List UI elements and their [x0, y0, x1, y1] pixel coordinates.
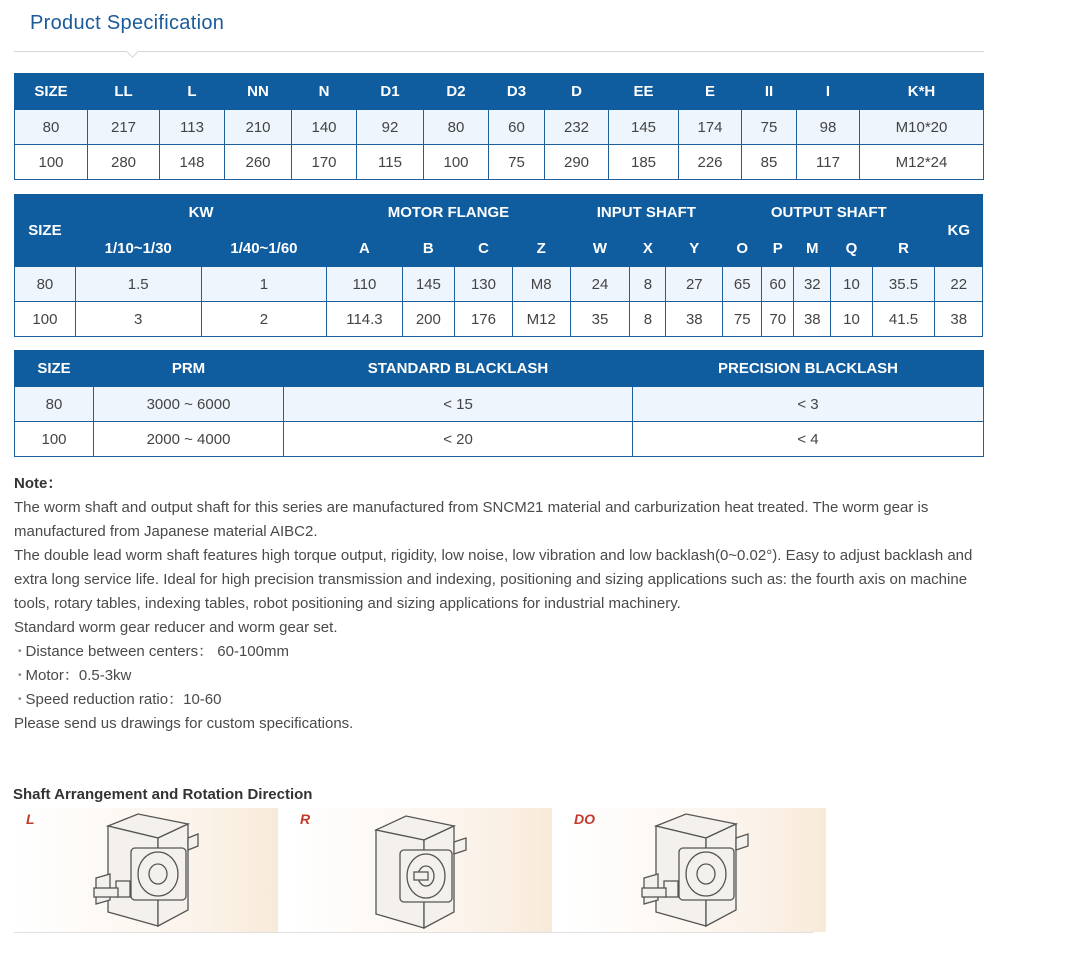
table-cell: 75 [742, 110, 797, 145]
table-cell: 226 [679, 145, 742, 180]
table-cell: M10*20 [860, 110, 984, 145]
table-cell: M12 [512, 302, 570, 337]
header-cell: NN [225, 74, 292, 110]
table-cell: 38 [935, 302, 983, 337]
table-cell: 2000 ~ 4000 [94, 422, 284, 457]
notes-bullet [14, 688, 979, 712]
header-cell: PRECISION BLACKLASH [633, 351, 984, 387]
table-cell: 148 [160, 145, 225, 180]
table-cell: 80 [15, 387, 94, 422]
table-cell: 38 [794, 302, 831, 337]
table-cell: < 15 [284, 387, 633, 422]
table-cell: 145 [402, 267, 455, 302]
table-cell: 114.3 [327, 302, 402, 337]
header-cell: KW [75, 195, 327, 231]
table-cell: 38 [666, 302, 723, 337]
table-cell: 170 [292, 145, 357, 180]
table-cell: 8 [630, 267, 666, 302]
table-cell: 280 [88, 145, 160, 180]
table-cell: 176 [455, 302, 513, 337]
table-cell: 2 [201, 302, 327, 337]
header-cell: EE [609, 74, 679, 110]
table-cell: 100 [15, 302, 76, 337]
table-row [15, 110, 984, 145]
arrangement-label: L [26, 811, 35, 827]
header-cell: Z [512, 231, 570, 267]
notes-paragraph: The double lead worm shaft features high torque output, rigidity, low noise, low vibration and low backlash(0~0.02°). Easy to adjust backlash and extra long service life. Ideal for high precision transmission and indexing, positioning and sizing applications such as: the fourth axis on machine tools, rotary tables, indexing tables, robot positioning and sizing applications for industrial machinery. [14, 547, 973, 612]
table-cell: 35 [570, 302, 630, 337]
header-cell: B [402, 231, 455, 267]
header-cell: X [630, 231, 666, 267]
header-cell: L [160, 74, 225, 110]
table-cell: 65 [723, 267, 762, 302]
table-cell: 145 [609, 110, 679, 145]
table-cell: 1 [201, 267, 327, 302]
table-cell: 290 [545, 145, 609, 180]
table-cell: 60 [489, 110, 545, 145]
arrangement-label: R [300, 811, 311, 827]
table-cell: 232 [545, 110, 609, 145]
table-cell: 8 [630, 302, 666, 337]
header-cell: K*H [860, 74, 984, 110]
table-row [15, 387, 984, 422]
header-cell: 1/40~1/60 [201, 231, 327, 267]
header-cell: 1/10~1/30 [75, 231, 201, 267]
table-cell: 41.5 [872, 302, 935, 337]
header-cell: D2 [424, 74, 489, 110]
table-cell: 1.5 [75, 267, 201, 302]
table-cell: 113 [160, 110, 225, 145]
header-cell: INPUT SHAFT [570, 195, 723, 231]
table-cell: 24 [570, 267, 630, 302]
table-row [15, 145, 984, 180]
header-cell: C [455, 231, 513, 267]
header-cell: P [762, 231, 794, 267]
table-cell: 70 [762, 302, 794, 337]
header-cell: D [545, 74, 609, 110]
header-cell: I [797, 74, 860, 110]
table-row [15, 422, 984, 457]
table-cell: 75 [723, 302, 762, 337]
shaft-flange-table [14, 194, 983, 337]
header-cell: N [292, 74, 357, 110]
table-cell: 80 [15, 110, 88, 145]
notes-heading: Note： [14, 475, 63, 492]
notes-bullet [14, 640, 979, 664]
sub-header-row [15, 231, 983, 267]
header-cell: OUTPUT SHAFT [723, 195, 935, 231]
header-cell: Y [666, 231, 723, 267]
table-cell: 32 [794, 267, 831, 302]
bullet-dot-icon: • [18, 646, 22, 657]
group-header-row [15, 195, 983, 231]
table-cell: 98 [797, 110, 860, 145]
table-cell: < 3 [633, 387, 984, 422]
backlash-header-row [15, 351, 984, 387]
table-cell: 80 [15, 267, 76, 302]
notes-bullet [14, 664, 979, 688]
bullet-text: Speed reduction ratio：10-60 [25, 691, 222, 708]
header-cell: Q [831, 231, 872, 267]
notes-paragraph: The worm shaft and output shaft for this series are manufactured from SNCM21 material and carburization heat treated. The worm gear is manufactured from Japanese material AIBC2. [14, 499, 929, 540]
table-cell: 174 [679, 110, 742, 145]
table-cell: 185 [609, 145, 679, 180]
table-cell: 80 [424, 110, 489, 145]
notes-paragraph: Please send us drawings for custom specifications. [14, 715, 354, 732]
header-cell: II [742, 74, 797, 110]
table-cell: 115 [357, 145, 424, 180]
page-title: Product Specification [30, 12, 225, 34]
table-cell: 100 [424, 145, 489, 180]
table-cell: 200 [402, 302, 455, 337]
table-cell: 260 [225, 145, 292, 180]
table-cell: 100 [15, 145, 88, 180]
table-cell: 140 [292, 110, 357, 145]
arrangement-panel-r [290, 808, 552, 932]
bullet-text: Motor：0.5-3kw [25, 667, 132, 684]
table-cell: 85 [742, 145, 797, 180]
dimension-header-row [15, 74, 984, 110]
table-cell: 60 [762, 267, 794, 302]
header-cell: SIZE [15, 74, 88, 110]
table-cell: 92 [357, 110, 424, 145]
header-cell: KG [935, 195, 983, 267]
backlash-table [14, 350, 984, 457]
dimension-table [14, 73, 984, 180]
bullet-dot-icon: • [18, 694, 22, 705]
header-cell: A [327, 231, 402, 267]
header-cell: E [679, 74, 742, 110]
gear-reducer-shaft-right-icon [290, 808, 552, 932]
arrangement-panel-do [564, 808, 826, 932]
header-cell: MOTOR FLANGE [327, 195, 570, 231]
table-cell: 10 [831, 302, 872, 337]
gear-reducer-shaft-left-icon [16, 808, 278, 932]
table-cell: < 20 [284, 422, 633, 457]
table-cell: 10 [831, 267, 872, 302]
table-cell: 117 [797, 145, 860, 180]
table-cell: 130 [455, 267, 513, 302]
header-cell: W [570, 231, 630, 267]
header-cell: PRM [94, 351, 284, 387]
header-cell: O [723, 231, 762, 267]
table-cell: 3 [75, 302, 201, 337]
table-cell: M12*24 [860, 145, 984, 180]
header-cell: LL [88, 74, 160, 110]
notes-paragraph: Standard worm gear reducer and worm gear set. [14, 619, 338, 636]
bullet-text: Distance between centers： 60-100mm [25, 643, 289, 660]
arrangement-label: DO [574, 811, 595, 827]
bullet-dot-icon: • [18, 670, 22, 681]
table-cell: 100 [15, 422, 94, 457]
gear-reducer-shaft-double-icon [564, 808, 826, 932]
table-cell: 27 [666, 267, 723, 302]
header-cell: SIZE [15, 195, 76, 267]
table-cell: M8 [512, 267, 570, 302]
title-divider-notch [126, 45, 139, 58]
title-divider [14, 51, 984, 52]
table-cell: 217 [88, 110, 160, 145]
table-cell: 35.5 [872, 267, 935, 302]
arrangement-title: Shaft Arrangement and Rotation Direction [13, 786, 313, 803]
table-cell: 210 [225, 110, 292, 145]
table-row [15, 267, 983, 302]
header-cell: M [794, 231, 831, 267]
notes-section [14, 472, 979, 736]
header-cell: R [872, 231, 935, 267]
table-cell: 110 [327, 267, 402, 302]
header-cell: STANDARD BLACKLASH [284, 351, 633, 387]
table-cell: 75 [489, 145, 545, 180]
arrangement-panel-l [16, 808, 278, 932]
header-cell: SIZE [15, 351, 94, 387]
table-cell: 22 [935, 267, 983, 302]
table-row [15, 302, 983, 337]
arrangement-divider [14, 932, 814, 933]
header-cell: D1 [357, 74, 424, 110]
table-cell: < 4 [633, 422, 984, 457]
table-cell: 3000 ~ 6000 [94, 387, 284, 422]
header-cell: D3 [489, 74, 545, 110]
